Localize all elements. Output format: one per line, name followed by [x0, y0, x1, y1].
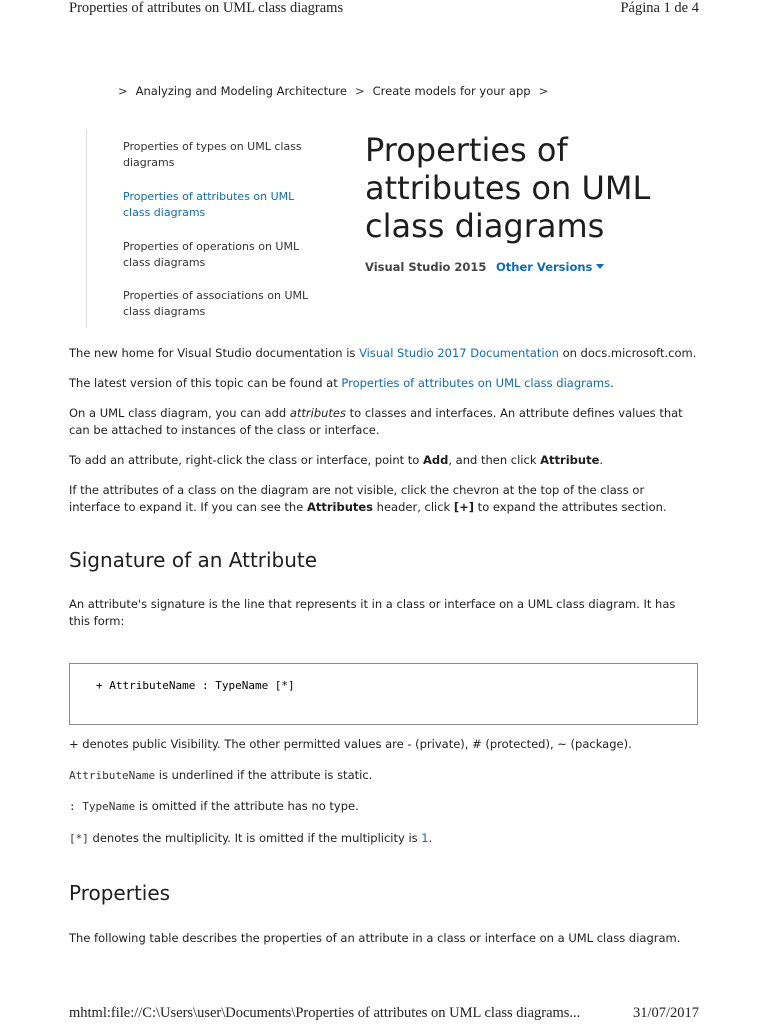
paragraph-multiplicity	[69, 830, 699, 847]
heading-properties: Properties	[69, 881, 171, 905]
paragraph-add-attribute	[69, 452, 699, 469]
version-label: Visual Studio 2015	[365, 260, 487, 274]
paragraph-typename	[69, 798, 699, 815]
paragraph-new-home	[69, 345, 699, 362]
nav-item-associations[interactable]: Properties of associations on UML class diagrams	[123, 289, 309, 318]
nav-item-types[interactable]: Properties of types on UML class diagrams	[123, 140, 302, 169]
nav-item-operations[interactable]: Properties of operations on UML class diagrams	[123, 240, 300, 269]
bold-add: Add	[422, 453, 449, 467]
text: on docs.microsoft.com.	[558, 346, 697, 360]
emphasis: attributes	[289, 406, 346, 420]
print-footer-date: 31/07/2017	[632, 1005, 699, 1021]
code-typename: : TypeName	[69, 800, 136, 813]
link-vs2017-docs[interactable]: Visual Studio 2017 Documentation	[359, 346, 559, 360]
other-versions-dropdown[interactable]	[496, 260, 604, 274]
bold-attributes: Attributes	[306, 500, 374, 514]
text: .	[599, 453, 604, 467]
bold-attribute: Attribute	[540, 453, 600, 467]
text: If the attributes of a class on the diagram are not visible, click the chevron at the top of the class or interface to expand it. If you can see the	[69, 483, 645, 514]
paragraph-intro	[69, 405, 699, 439]
text: is omitted if the attribute has no type.	[135, 799, 359, 813]
page-title: Properties of attributes on UML class diagrams	[365, 131, 651, 245]
print-header	[69, 0, 699, 20]
text: The new home for Visual Studio documentation is	[69, 346, 360, 360]
paragraph-signature: An attribute's signature is the line that represents it in a class or interface on a UML class diagram. It has this form:	[69, 597, 676, 628]
paragraph-expand	[69, 482, 699, 516]
breadcrumb-item-create-models[interactable]: Create models for your app	[372, 84, 531, 98]
paragraph-visibility: + denotes public Visibility. The other permitted values are - (private), # (protected), ~ (package).	[69, 737, 632, 751]
code-signature: + AttributeName : TypeName [*]	[96, 679, 295, 692]
multiplicity-value: 1	[421, 831, 429, 845]
heading-signature: Signature of an Attribute	[69, 548, 318, 572]
other-versions-label: Other Versions	[496, 260, 593, 274]
bold-plus: [+]	[453, 500, 475, 514]
paragraph-latest-version	[69, 375, 699, 392]
text: header, click	[373, 500, 454, 514]
text: On a UML class diagram, you can add	[69, 406, 290, 420]
caret-down-icon	[596, 264, 604, 269]
paragraph-static	[69, 767, 699, 784]
print-header-title: Properties of attributes on UML class diagrams	[69, 0, 344, 16]
breadcrumb-separator: >	[538, 84, 549, 98]
text: .	[610, 376, 614, 390]
text: , and then click	[448, 453, 541, 467]
breadcrumb-separator: >	[118, 84, 128, 98]
breadcrumb	[118, 84, 556, 98]
print-footer-url: mhtml:file://C:\Users\user\Documents\Properties of attributes on UML class diagrams...	[69, 1005, 581, 1021]
text: .	[428, 831, 433, 845]
text: to classes and interfaces. An attribute defines values that can be attached to instances of the class or interface.	[69, 406, 683, 437]
text: is underlined if the attribute is static.	[155, 768, 373, 782]
code-attribute-name: AttributeName	[69, 769, 156, 782]
left-navigation	[86, 130, 326, 328]
print-header-page: Página 1 de 4	[620, 0, 699, 16]
link-latest-topic[interactable]: Properties of attributes on UML class diagrams	[341, 376, 611, 390]
code-multiplicity: [*]	[69, 832, 89, 845]
breadcrumb-item-analyzing[interactable]: Analyzing and Modeling Architecture	[135, 84, 347, 98]
code-block	[69, 663, 698, 725]
text: The latest version of this topic can be found at	[69, 376, 342, 390]
nav-item-attributes[interactable]: Properties of attributes on UML class diagrams	[123, 190, 295, 219]
breadcrumb-separator: >	[354, 84, 365, 98]
print-footer	[69, 1005, 699, 1024]
text: To add an attribute, right-click the class or interface, point to	[69, 453, 423, 467]
paragraph-properties-table: The following table describes the properties of an attribute in a class or interface on a UML class diagram.	[69, 931, 681, 945]
text: to expand the attributes section.	[474, 500, 667, 514]
text: denotes the multiplicity. It is omitted if the multiplicity is	[88, 831, 422, 845]
